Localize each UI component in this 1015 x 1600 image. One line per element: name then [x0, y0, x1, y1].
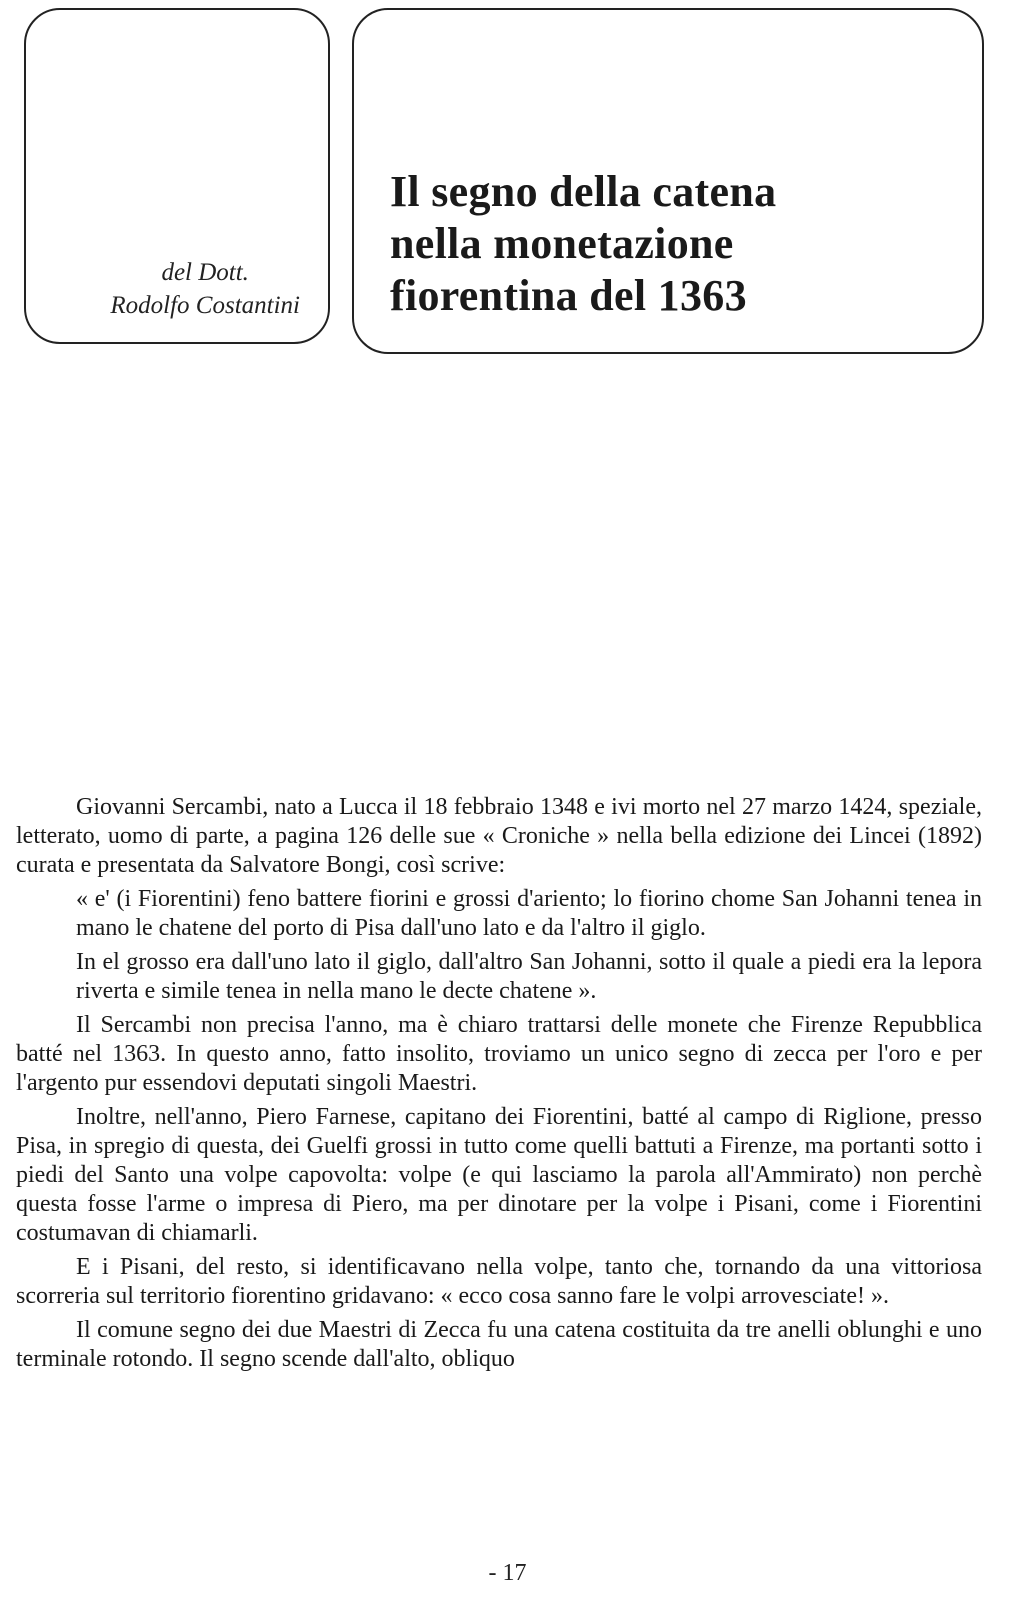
author-line-2: Rodolfo Costantini — [110, 292, 300, 319]
author-line-1: del Dott. — [161, 259, 249, 286]
paragraph-intro: Giovanni Sercambi, nato a Lucca il 18 febbraio 1348 e ivi morto nel 27 marzo 1424, speziale, letterato, uomo di parte, a pagina 126 delle sue « Croniche » nella bella edizione dei Lincei (1892) curata e presentata da Salvatore Bongi, così scrive: — [16, 794, 982, 878]
paragraph-quote-1: « e' (i Fiorentini) feno battere fiorini e grossi d'ariento; lo fiorino chome San Johanni tenea in mano le chatene del porto di Pisa dall'uno lato e da l'altro il giglo. — [76, 886, 982, 941]
title-line-2: nella monetazione — [390, 219, 734, 268]
paragraph-year: Il Sercambi non precisa l'anno, ma è chiaro trattarsi delle monete che Firenze Repubblica batté nel 1363. In questo anno, fatto insolito, troviamo un unico segno di zecca per l'oro e per l'argento pur essendovi deputati singoli Maestri. — [16, 1012, 982, 1096]
title-line-3: fiorentina del 1363 — [390, 271, 747, 320]
paragraph-farnese: Inoltre, nell'anno, Piero Farnese, capitano dei Fiorentini, batté al campo di Riglione, presso Pisa, in spregio di questa, dei Guelfi grossi in tutto come quelli battuti a Firenze, ma portanti sotto i piedi del Santo una volpe capovolta: volpe (e qui lasciamo la parola all'Ammirato) non perchè questa fosse l'arme o impresa di Piero, ma per dinotare per la volpe i Pisani, come i Fiorentini costumavan di chiamarli. — [16, 1104, 982, 1246]
title-box — [352, 8, 984, 354]
article-body — [16, 793, 982, 1379]
article-title — [390, 166, 776, 322]
author-box — [24, 8, 330, 344]
author-byline — [110, 256, 300, 322]
paragraph-quote-2: In el grosso era dall'uno lato il giglo, dall'altro San Johanni, sotto il quale a piedi era la lepora riverta e simile tenea in nella mano le decte chatene ». — [76, 949, 982, 1004]
paragraph-mint-mark: Il comune segno dei due Maestri di Zecca fu una catena costituita da tre anelli oblunghi e uno terminale rotondo. Il segno scende dall'alto, obliquo — [16, 1317, 982, 1372]
title-line-1: Il segno della catena — [390, 167, 777, 216]
paragraph-pisani: E i Pisani, del resto, si identificavano nella volpe, tanto che, tornando da una vittoriosa scorreria sul territorio fiorentino gridavano: « ecco cosa sanno fare le volpi arrovesciate! ». — [16, 1254, 982, 1309]
page-number: - 17 — [488, 1560, 527, 1586]
